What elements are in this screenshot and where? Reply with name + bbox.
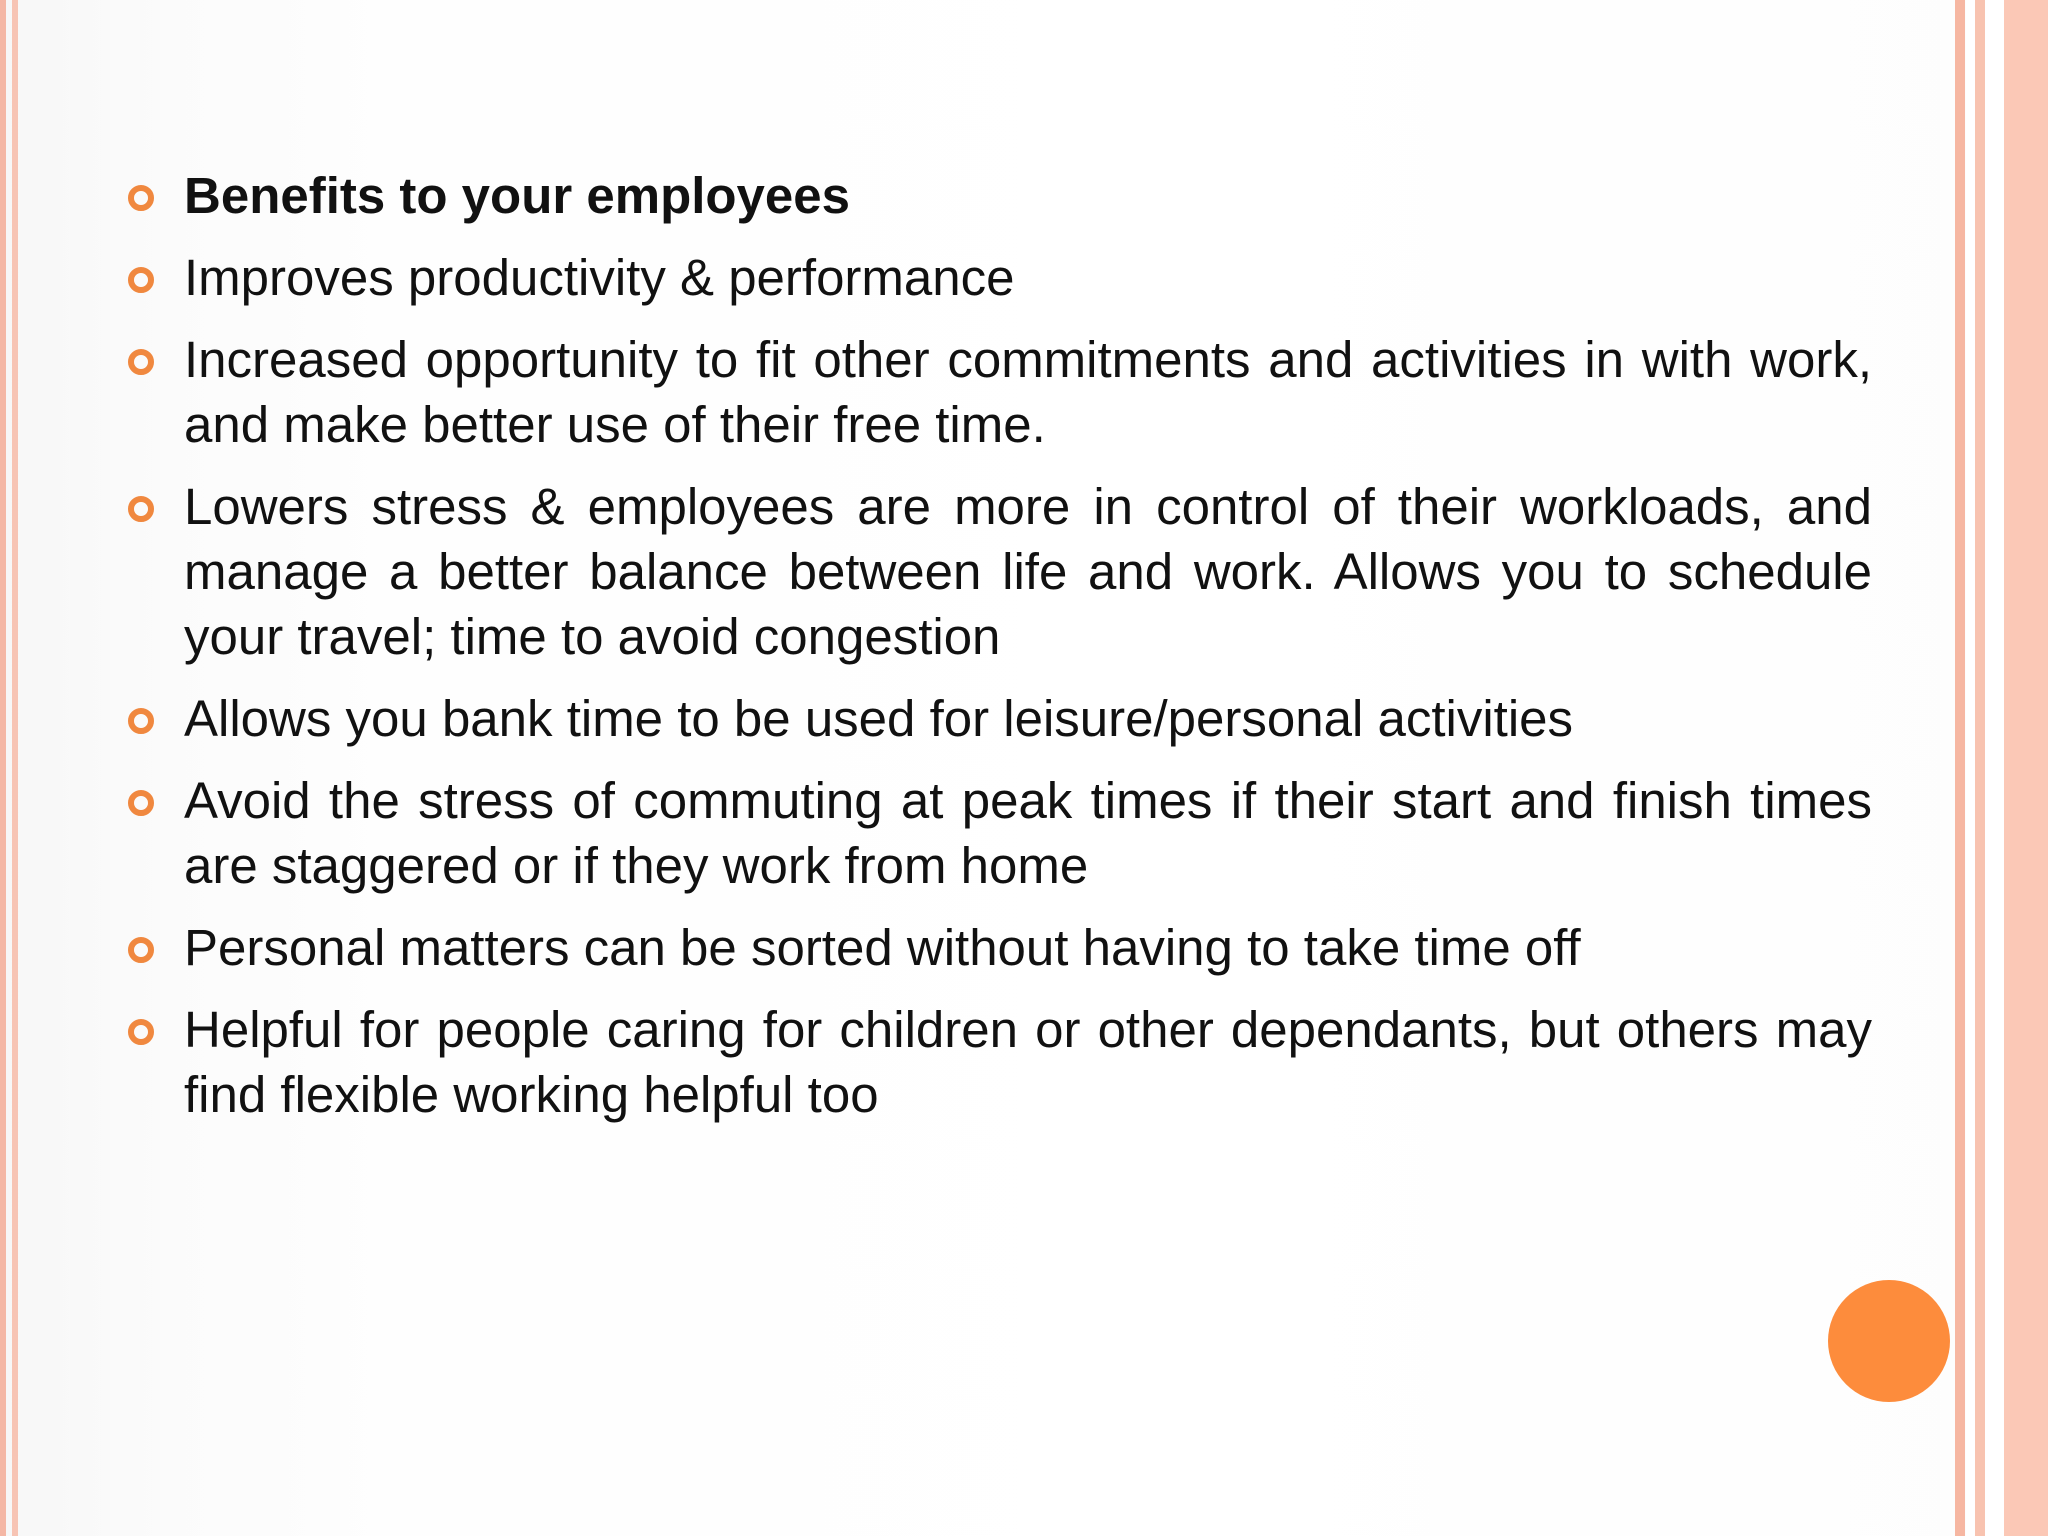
ring-bullet-icon	[128, 349, 154, 375]
left-border-line	[12, 0, 18, 1536]
bullet-text: Lowers stress & employees are more in control of their workloads, and manage a better balance between life and work. Allows you to schedule your travel; time to avoid congestion	[184, 478, 1872, 665]
bullet-item-caring	[120, 997, 1872, 1127]
bullet-text: Helpful for people caring for children or other dependants, but others may find flexible working helpful too	[184, 1001, 1872, 1123]
right-border-band	[1955, 0, 1965, 1536]
bullet-heading-text: Benefits to your employees	[184, 167, 851, 224]
ring-bullet-icon	[128, 185, 154, 211]
bullet-item-benefits-heading	[120, 163, 1872, 228]
bullet-item-personal-matters	[120, 915, 1872, 980]
bullet-item-bank-time	[120, 686, 1872, 751]
right-border-gap	[1966, 0, 1975, 1536]
bullet-text: Allows you bank time to be used for leisure/personal activities	[184, 690, 1574, 747]
left-border-line	[0, 0, 6, 1536]
ring-bullet-icon	[128, 267, 154, 293]
bullet-text: Improves productivity & performance	[184, 249, 1015, 306]
ring-bullet-icon	[128, 1019, 154, 1045]
ring-bullet-icon	[128, 708, 154, 734]
bullet-text: Increased opportunity to fit other commitments and activities in with work, and make better use of their free time.	[184, 331, 1872, 453]
right-border-band	[2004, 0, 2048, 1536]
bullet-list	[120, 163, 1872, 1144]
bullet-item-productivity	[120, 245, 1872, 310]
bullet-item-opportunity	[120, 327, 1872, 457]
bullet-item-lowers-stress	[120, 474, 1872, 669]
bullet-item-commuting	[120, 768, 1872, 898]
right-border-gap	[1985, 0, 2004, 1536]
orange-circle-decoration	[1828, 1280, 1950, 1402]
right-border-band	[1975, 0, 1985, 1536]
bullet-text: Avoid the stress of commuting at peak times if their start and finish times are staggered or if they work from home	[184, 772, 1872, 894]
ring-bullet-icon	[128, 937, 154, 963]
ring-bullet-icon	[128, 790, 154, 816]
bullet-text: Personal matters can be sorted without having to take time off	[184, 919, 1581, 976]
ring-bullet-icon	[128, 496, 154, 522]
